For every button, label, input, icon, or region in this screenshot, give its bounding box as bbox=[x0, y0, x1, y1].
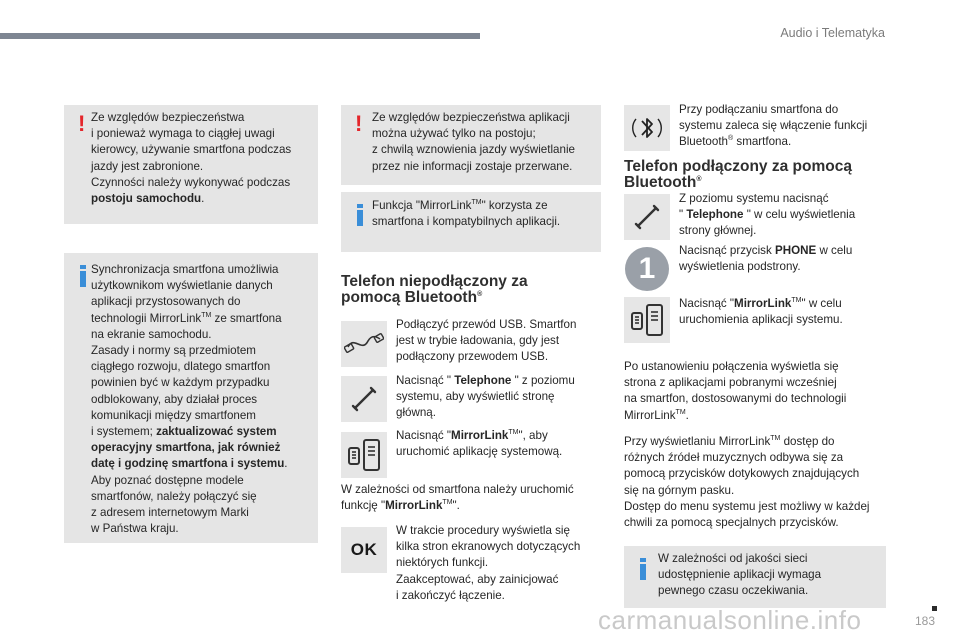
info-box-synchronization bbox=[64, 253, 318, 543]
warning-text: Ze względów bezpieczeństwa i ponieważ wymaga to ciągłej uwagi kierowcy, używanie smartfona podczas jazdy jest zabronione. Czynności należy wykonywać podczas postoju samochodu. bbox=[91, 111, 292, 206]
paragraph-connection-established: Po ustanowieniu połączenia wyświetla się strona z aplikacjami pobranymi wcześniej na smartfon, dostosowanymi do technologii MirrorLink™. bbox=[624, 360, 847, 422]
warning-icon: ! bbox=[355, 111, 363, 136]
info-icon bbox=[640, 558, 646, 580]
step-mirrorlink-system-text: Nacisnąć "MirrorLink™" w celu uruchomienia aplikacji systemu. bbox=[679, 297, 843, 327]
usb-cable-icon bbox=[341, 321, 387, 367]
telephone-handset-icon bbox=[624, 194, 670, 240]
info-text: Funkcja "MirrorLink™" korzysta ze smartfona i kompatybilnych aplikacji. bbox=[372, 199, 561, 229]
paragraph-mirrorlink-display: Przy wyświetlaniu MirrorLink™ dostęp do różnych źródeł muzycznych odbywa się za pomocą przycisków dotykowych znajdujących się na górnym pasku. Dostęp do menu systemu jest możliwy w każdej chwili za pomocą specjalnych przycisków. bbox=[624, 435, 870, 530]
heading-not-connected: Telefon niepodłączony za pomocą Bluetooth® bbox=[341, 273, 528, 306]
bluetooth-note-text: Przy podłączaniu smartfona do systemu zaleca się włączenie funkcji Bluetooth® smartfona. bbox=[679, 103, 868, 149]
ok-button-icon: OK bbox=[341, 527, 387, 573]
info-box-network bbox=[624, 546, 886, 608]
watermark: carmanualsonline.info bbox=[598, 605, 862, 635]
step-ok-text: W trakcie procedury wyświetla się kilka stron ekranowych dotyczących niektórych funkcji. Zaakceptować, aby zainicjować i zakończyć łączenie. bbox=[396, 524, 581, 602]
mirrorlink-icon bbox=[341, 432, 387, 478]
step-usb-text: Podłączyć przewód USB. Smartfon jest w trybie ładowania, gdy jest podłączony przewodem USB. bbox=[396, 318, 577, 364]
step-telephone-text: Nacisnąć " Telephone " z poziomu systemu, aby wyświetlić stronę główną. bbox=[396, 374, 575, 420]
step-number-badge: 1 bbox=[625, 247, 669, 291]
info-icon bbox=[357, 204, 363, 226]
paragraph-mirrorlink-launch: W zależności od smartfona należy uruchomić funkcję "MirrorLink™". bbox=[341, 483, 574, 513]
section-title: Audio i Telematyka bbox=[780, 26, 885, 40]
info-box-mirrorlink bbox=[341, 192, 601, 252]
step-phone-button-text: Nacisnąć przycisk PHONE w celu wyświetlenia podstrony. bbox=[679, 244, 853, 274]
bluetooth-icon bbox=[624, 105, 670, 151]
warning-icon: ! bbox=[78, 111, 86, 136]
warning-text: Ze względów bezpieczeństwa aplikacji można używać tylko na postoju; z chwilą wznowienia jazdy wyświetlanie przez nie informacji zostaje przerwane. bbox=[372, 111, 575, 173]
footer-marker bbox=[932, 606, 937, 611]
mirrorlink-icon bbox=[624, 297, 670, 343]
heading-connected: Telefon podłączony za pomocą Bluetooth® bbox=[624, 158, 852, 191]
info-icon bbox=[80, 265, 86, 287]
page-number: 183 bbox=[915, 614, 936, 628]
telephone-handset-icon bbox=[341, 376, 387, 422]
step-mirrorlink-text: Nacisnąć "MirrorLink™", aby uruchomić aplikację systemową. bbox=[396, 429, 563, 459]
header-rule bbox=[0, 33, 480, 39]
step-telephone-menu-text: Z poziomu systemu nacisnąć " Telephone " w celu wyświetlenia strony głównej. bbox=[679, 192, 856, 238]
warning-box-parking bbox=[341, 105, 601, 185]
info-text: Synchronizacja smartfona umożliwia użytkownikom wyświetlanie danych aplikacji przystosowanych do technologii MirrorLink™ ze smartfona na ekranie samochodu. Zasady i normy są przedmiotem ciągłego rozwoju, dlatego smartfon powinien być w każdym przypadku odblokowany, aby działał proces komunikacji między smartfonem i systemem; zaktualizować system operacyjny smartfona, jak również datę i godzinę smartfona i systemu. Aby poznać dostępne modele smartfonów, należy połączyć się z adresem internetowym Marki w Państwa kraju. bbox=[91, 263, 288, 536]
info-text: W zależności od jakości sieci udostępnienie aplikacji wymaga pewnego czasu oczekiwania. bbox=[658, 552, 822, 598]
warning-box-driving bbox=[64, 105, 318, 224]
